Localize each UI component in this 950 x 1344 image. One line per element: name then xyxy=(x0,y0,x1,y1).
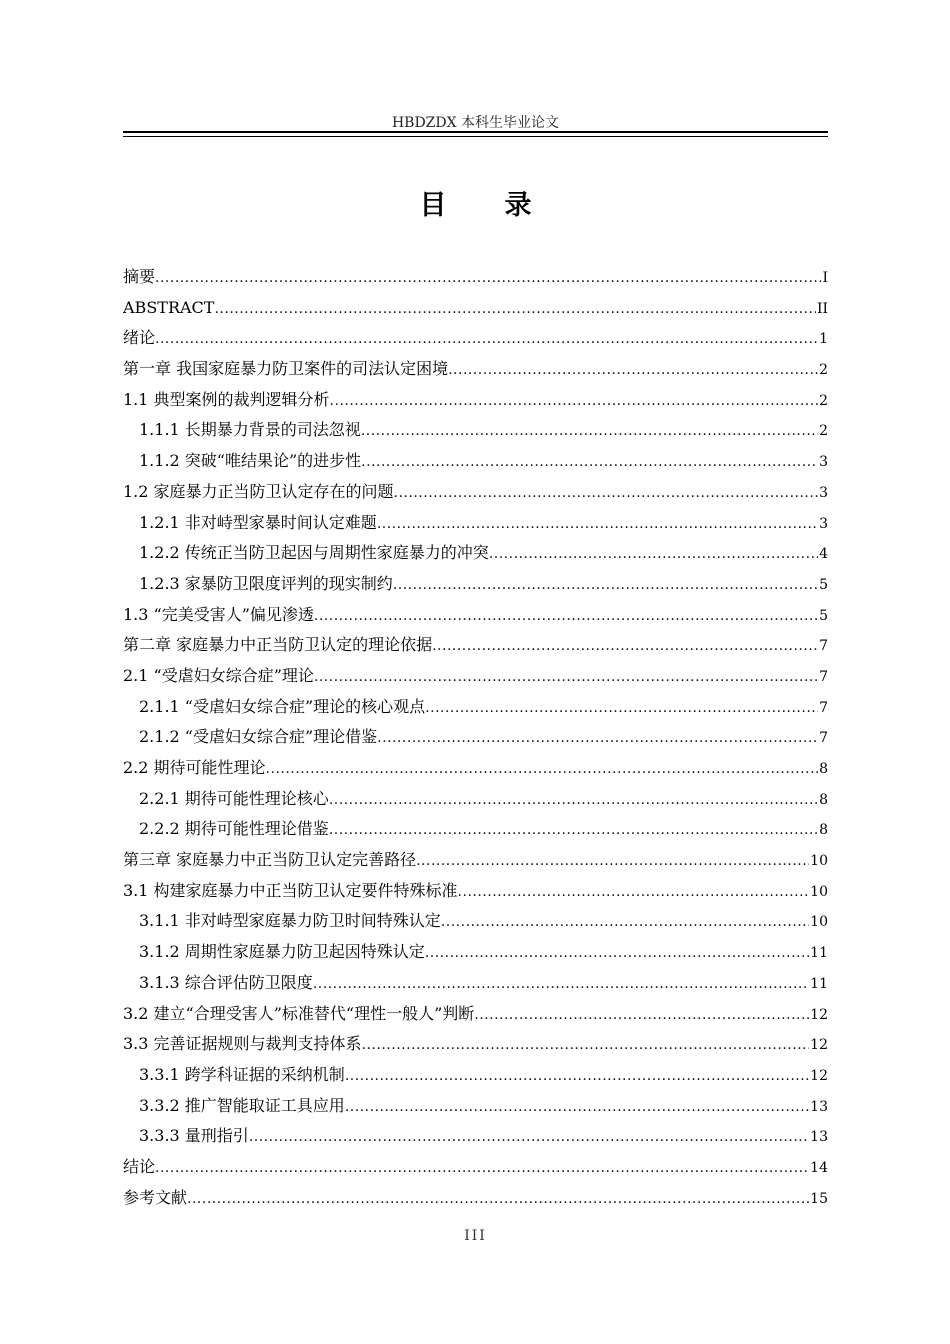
toc-entry[interactable] xyxy=(123,385,828,416)
toc-entry[interactable] xyxy=(123,1091,828,1122)
toc-entry-label: 3.3 完善证据规则与裁判支持体系 xyxy=(123,1034,362,1054)
toc-entry-page: 7 xyxy=(819,699,828,716)
toc-entry-page: 2 xyxy=(819,423,828,440)
toc-dot-leader xyxy=(393,570,818,600)
toc-entry-page: 7 xyxy=(819,638,828,655)
toc-entry-page: 15 xyxy=(810,1190,828,1207)
toc-entry[interactable] xyxy=(123,600,828,631)
toc-entry-label: 3.1.1 非对峙型家庭暴力防卫时间特殊认定 xyxy=(139,911,441,931)
toc-dot-leader xyxy=(394,478,819,508)
toc-entry-page: 3 xyxy=(819,454,828,471)
toc-entry[interactable] xyxy=(123,323,828,354)
toc-entry-label: 1.1.1 长期暴力背景的司法忽视 xyxy=(139,420,361,440)
toc-entry[interactable] xyxy=(123,1121,828,1152)
toc-entry-page: I xyxy=(822,270,828,286)
toc-dot-leader xyxy=(458,877,810,907)
toc-entry-label: 结论 xyxy=(123,1156,156,1176)
toc-dot-leader xyxy=(187,1184,809,1214)
toc-entry-page: 12 xyxy=(810,1037,828,1054)
toc-entry-label: ABSTRACT xyxy=(123,297,215,317)
toc-entry-page: 8 xyxy=(819,791,828,808)
toc-entry-page: 13 xyxy=(810,1129,828,1146)
toc-entry-label: 2.2.1 期待可能性理论核心 xyxy=(139,788,329,808)
toc-entry-page: 14 xyxy=(810,1159,828,1176)
running-header: HBDZDX 本科生毕业论文 xyxy=(391,115,560,131)
toc-entry-page: 10 xyxy=(810,853,828,870)
toc-dot-leader xyxy=(432,631,818,661)
toc-entry-page: 12 xyxy=(810,1067,828,1084)
toc-entry[interactable] xyxy=(123,661,828,692)
toc-entry-label: 3.1 构建家庭暴力中正当防卫认定要件特殊标准 xyxy=(123,880,458,900)
toc-entry[interactable] xyxy=(123,999,828,1030)
toc-entry-page: 13 xyxy=(810,1098,828,1115)
toc-dot-leader xyxy=(441,907,809,937)
toc-dot-leader xyxy=(448,355,818,385)
toc-entry-label: 3.2 建立“合理受害人”标准替代“理性一般人”判断 xyxy=(123,1003,475,1023)
toc-dot-leader xyxy=(214,294,815,324)
toc-dot-leader xyxy=(489,539,818,569)
toc-entry[interactable] xyxy=(123,906,828,937)
toc-entry[interactable] xyxy=(123,845,828,876)
toc-dot-leader xyxy=(416,846,809,876)
toc-entry-label: 2.1.2 “受虐妇女综合症”理论借鉴 xyxy=(139,727,378,747)
toc-entry-page: 11 xyxy=(810,975,828,992)
toc-entry-page: 12 xyxy=(810,1006,828,1023)
toc-entry-label: 第三章 家庭暴力中正当防卫认定完善路径 xyxy=(123,850,417,870)
toc-entry[interactable] xyxy=(123,722,828,753)
toc-dot-leader xyxy=(330,386,819,416)
toc-entry[interactable] xyxy=(123,630,828,661)
toc-entry[interactable] xyxy=(123,293,828,324)
toc-entry-label: 1.2 家庭暴力正当防卫认定存在的问题 xyxy=(123,481,394,501)
toc-dot-leader xyxy=(329,815,818,845)
toc-dot-leader xyxy=(329,785,818,815)
toc-dot-leader xyxy=(377,723,818,753)
toc-entry[interactable] xyxy=(123,477,828,508)
toc-entry-label: 3.1.3 综合评估防卫限度 xyxy=(139,972,313,992)
toc-entry-page: 10 xyxy=(810,883,828,900)
toc-dot-leader xyxy=(425,693,818,723)
toc-entry-label: 参考文献 xyxy=(123,1187,188,1207)
toc-entry-page: 7 xyxy=(819,730,828,747)
toc-entry-label: 1.1 典型案例的裁判逻辑分析 xyxy=(123,389,330,409)
toc-entry-label: 1.3 “完美受害人”偏见渗透 xyxy=(123,604,314,624)
toc-entry[interactable] xyxy=(123,753,828,784)
page-number: III xyxy=(464,1228,487,1244)
toc-entry-label: 2.2.2 期待可能性理论借鉴 xyxy=(139,819,329,839)
toc-dot-leader xyxy=(345,1061,809,1091)
toc-dot-leader xyxy=(313,969,809,999)
toc-entry-page: 7 xyxy=(819,668,828,685)
toc-entry[interactable] xyxy=(123,876,828,907)
toc-entry-label: 摘要 xyxy=(123,267,156,286)
toc-entry-page: 3 xyxy=(819,515,828,532)
toc-entry-page: 2 xyxy=(819,392,828,409)
toc-entry-label: 2.1 “受虐妇女综合症”理论 xyxy=(123,665,314,685)
toc-entry[interactable] xyxy=(123,354,828,385)
toc-entry[interactable] xyxy=(123,1152,828,1183)
toc-entry[interactable] xyxy=(123,1029,828,1060)
toc-entry[interactable] xyxy=(123,262,828,293)
toc-dot-leader xyxy=(361,416,818,446)
toc-dot-leader xyxy=(249,1122,809,1152)
toc-dot-leader xyxy=(345,1092,809,1122)
toc-entry-label: 3.3.1 跨学科证据的采纳机制 xyxy=(139,1064,345,1084)
toc-dot-leader xyxy=(425,938,809,968)
toc-entry[interactable] xyxy=(123,446,828,477)
toc-dot-leader xyxy=(155,263,821,293)
toc-entry-page: 5 xyxy=(819,607,828,624)
toc-entry-page: 5 xyxy=(819,576,828,593)
toc-entry-label: 1.2.2 传统正当防卫起因与周期性家庭暴力的冲突 xyxy=(139,543,489,563)
toc-entry[interactable] xyxy=(123,569,828,600)
toc-entry-page: 4 xyxy=(819,546,828,563)
toc-entry-page: 8 xyxy=(819,822,828,839)
toc-entry[interactable] xyxy=(123,968,828,999)
toc-entry-label: 第一章 我国家庭暴力防卫案件的司法认定困境 xyxy=(123,359,449,379)
toc-entry[interactable] xyxy=(123,1183,828,1214)
toc-dot-leader xyxy=(314,601,818,631)
toc-entry-page: 1 xyxy=(819,331,828,348)
toc-entry-page: 2 xyxy=(819,362,828,379)
toc-entry-page: 11 xyxy=(810,945,828,962)
toc-entry-label: 2.1.1 “受虐妇女综合症”理论的核心观点 xyxy=(139,696,426,716)
toc-entry-label: 第二章 家庭暴力中正当防卫认定的理论依据 xyxy=(123,635,433,655)
toc-entry-label: 1.2.1 非对峙型家暴时间认定难题 xyxy=(139,512,377,532)
toc-entry-page: 10 xyxy=(810,914,828,931)
toc-entry-page: 3 xyxy=(819,484,828,501)
toc-entry[interactable] xyxy=(123,538,828,569)
toc-dot-leader xyxy=(474,1000,809,1030)
toc-entry-label: 1.2.3 家暴防卫限度评判的现实制约 xyxy=(139,573,393,593)
page-title: 目录 xyxy=(419,190,590,221)
toc-dot-leader xyxy=(362,1030,810,1060)
table-of-contents xyxy=(123,262,828,1213)
toc-entry-label: 3.1.2 周期性家庭暴力防卫起因特殊认定 xyxy=(139,942,425,962)
toc-entry-page: II xyxy=(816,300,828,317)
toc-entry[interactable] xyxy=(123,692,828,723)
toc-dot-leader xyxy=(377,509,818,539)
toc-entry[interactable] xyxy=(123,814,828,845)
toc-entry-label: 绪论 xyxy=(123,328,156,348)
toc-entry-label: 1.1.2 突破“唯结果论”的进步性 xyxy=(139,451,362,471)
toc-entry-page: 8 xyxy=(819,761,828,777)
toc-dot-leader xyxy=(155,324,818,354)
toc-dot-leader xyxy=(314,662,818,692)
toc-entry-label: 3.3.3 量刑指引 xyxy=(139,1126,249,1146)
toc-entry[interactable] xyxy=(123,415,828,446)
toc-entry-label: 3.3.2 推广智能取证工具应用 xyxy=(139,1095,345,1115)
toc-entry[interactable] xyxy=(123,508,828,539)
toc-entry[interactable] xyxy=(123,937,828,968)
header-double-rule xyxy=(123,131,828,137)
toc-dot-leader xyxy=(361,447,818,477)
toc-dot-leader xyxy=(266,754,819,784)
toc-entry-label: 2.2 期待可能性理论 xyxy=(123,758,266,777)
toc-entry[interactable] xyxy=(123,784,828,815)
toc-dot-leader xyxy=(155,1153,809,1183)
toc-entry[interactable] xyxy=(123,1060,828,1091)
